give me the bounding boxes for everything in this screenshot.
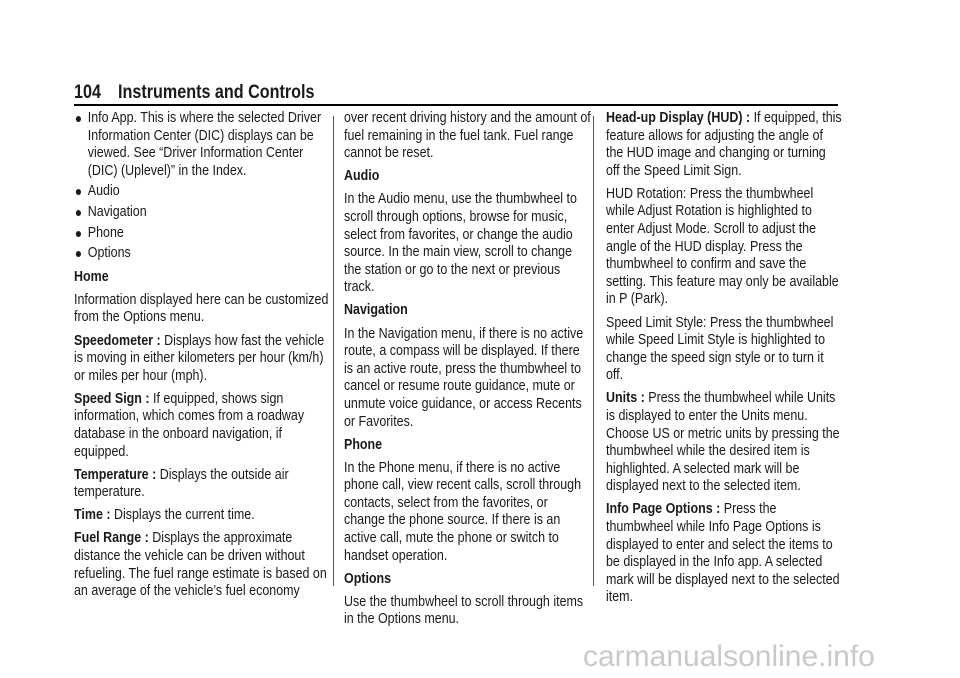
- info-page-entry: Info Page Options : Press the thumbwheel while Info Page Options is displayed to enter and select the items to be displayed in the Info app. A selected mark will be displayed next to the selected item.: [606, 501, 840, 606]
- column-1: [74, 110, 329, 606]
- page-number: 104: [74, 82, 101, 103]
- speedometer-entry: Speedometer : Displays how fast the vehicle is moving in either kilometers per hour (km/h) or miles per hour (mph).: [74, 332, 325, 384]
- bullet-icon: ●: [74, 245, 83, 262]
- bullet-icon: ●: [74, 183, 83, 200]
- column-2: [344, 110, 591, 635]
- temperature-term: Temperature :: [74, 466, 157, 483]
- watermark: carmanualsonline.info: [583, 640, 875, 673]
- section-title: Instruments and Controls: [118, 82, 315, 103]
- list-item: ● Phone: [74, 224, 124, 241]
- temperature-entry: Temperature : Displays the outside air temperature.: [74, 466, 289, 501]
- options-text: Use the thumbwheel to scroll through items in the Options menu.: [344, 593, 584, 628]
- hud-rotation-text: HUD Rotation: Press the thumbwheel while Adjust Rotation is highlighted to enter Adjust Mode. Scroll to adjust the angle of the HUD display. Press the thumbwheel to confirm and save the setting. This feature may only be available in P (Park).: [606, 185, 839, 308]
- bullet-icon: ●: [74, 110, 83, 126]
- column-3: [606, 110, 842, 613]
- fuel-range-entry: Fuel Range : Displays the approximate distance the vehicle can be driven without refueling. The fuel range estimate is based on an average of the vehicle’s fuel economy: [74, 530, 327, 600]
- list-item: ● Navigation: [74, 203, 147, 220]
- speed-sign-term: Speed Sign :: [74, 390, 150, 407]
- options-heading: Options: [344, 570, 392, 587]
- navigation-heading: Navigation: [344, 302, 408, 319]
- column-divider: [593, 116, 594, 586]
- fuel-range-term: Fuel Range :: [74, 530, 149, 547]
- time-entry: Time : Displays the current time.: [74, 507, 255, 524]
- bullet-icon: ●: [74, 224, 83, 241]
- home-text: Information displayed here can be customized from the Options menu.: [74, 291, 329, 326]
- bullet-icon: ●: [74, 203, 83, 220]
- time-term: Time :: [74, 507, 111, 524]
- list-item: ● Info App. This is where the selected Driver Information Center (DIC) displays can be viewed. See “Driver Information Center (DIC) (Uplevel)” in the Index.: [74, 110, 322, 179]
- phone-text: In the Phone menu, if there is no active phone call, view recent calls, scroll through contacts, select from the favorites, or change the phone source. If there is an active call, mute the phone or switch to handset operation.: [344, 459, 582, 564]
- hud-term: Head-up Display (HUD) :: [606, 110, 751, 126]
- units-term: Units :: [606, 390, 645, 407]
- column-divider: [333, 116, 334, 586]
- audio-text: In the Audio menu, use the thumbwheel to scroll through options, browse for music, select from favorites, or change the audio source. In the main view, scroll to change the station or go to the next or previous track.: [344, 191, 577, 296]
- speed-sign-entry: Speed Sign : If equipped, shows sign information, which comes from a roadway database in the onboard navigation, if equipped.: [74, 390, 305, 460]
- speedometer-term: Speedometer :: [74, 332, 161, 349]
- speed-limit-style-text: Speed Limit Style: Press the thumbwheel while Speed Limit Style is highlighted to change the speed sign style or to turn it off.: [606, 314, 834, 384]
- list-item: ● Options: [74, 245, 131, 262]
- info-page-term: Info Page Options :: [606, 501, 721, 518]
- phone-heading: Phone: [344, 436, 383, 453]
- home-heading: Home: [74, 268, 109, 285]
- hud-entry: Head-up Display (HUD) : If equipped, this feature allows for adjusting the angle of the HUD image and changing or turning off the Speed Limit Sign.: [606, 110, 842, 179]
- navigation-text: In the Navigation menu, if there is no active route, a compass will be displayed. If there is an active route, press the thumbwheel to cancel or resume route guidance, mute or unmute voice guidance, or access Recents or Favorites.: [344, 325, 584, 430]
- header-rule: [74, 104, 838, 106]
- fuel-range-continued: over recent driving history and the amount of fuel remaining in the fuel tank. Fuel range cannot be reset.: [344, 110, 591, 162]
- units-entry: Units : Press the thumbwheel while Units is displayed to enter the Units menu. Choose US or metric units by pressing the thumbwheel while the desired item is highlighted. A selected mark will be displayed next to the selected item.: [606, 390, 840, 495]
- audio-heading: Audio: [344, 168, 380, 185]
- list-item: ● Audio: [74, 183, 120, 200]
